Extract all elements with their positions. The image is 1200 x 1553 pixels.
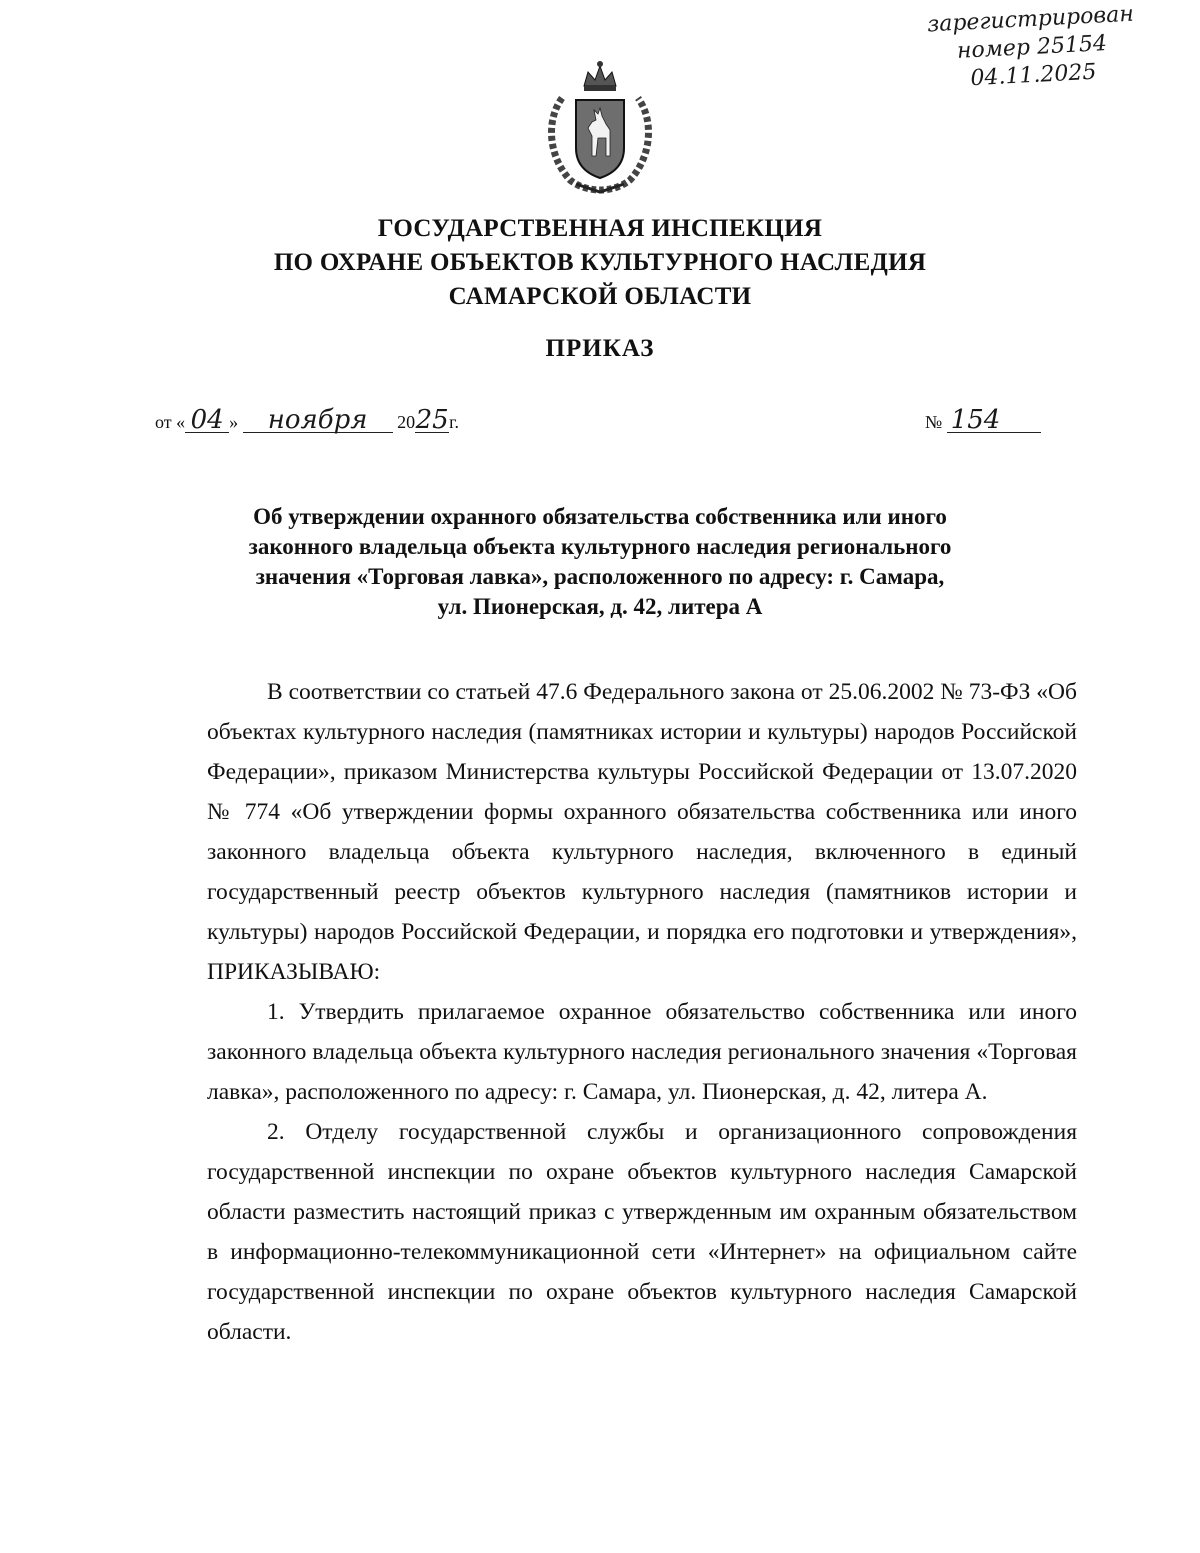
handnote-line-2: номер 25154 xyxy=(956,31,1108,64)
date-year-suffix: 25 xyxy=(415,405,449,435)
document-type-title: ПРИКАЗ xyxy=(545,335,655,362)
body-paragraph-preamble: В соответствии со статьей 47.6 Федерального закона от 25.06.2002 № 73-ФЗ «Об объектах культурного наследия (памятниках истории и культуры) народов Российской Федерации», приказом Министерства культуры Российской Федерации от 13.07.2020 № 774 «Об утверждении формы охранного обязательства собственника или иного законного владельца объекта культурного наследия, включенного в единый государственный реестр объектов культурного наследия (памятников истории и культуры) народов Российской Федерации, и порядка его подготовки и утверждения», ПРИКАЗЫВАЮ: xyxy=(207,679,1077,985)
order-date xyxy=(155,405,459,435)
subject-line-4: ул. Пионерская, д. 42, литера А xyxy=(437,594,763,619)
subject-line-3: значения «Торговая лавка», расположенного по адресу: г. Самара, xyxy=(255,564,945,589)
date-year-prefix: 20 xyxy=(397,412,416,432)
body-paragraph-item-1: 1. Утвердить прилагаемое охранное обязательство собственника или иного законного владельца объекта культурного наследия регионального значения «Торговая лавка», расположенного по адресу: г. Самара, ул. Пионерская, д. 42, литера А. xyxy=(207,999,1077,1105)
handnote-line-1: зарегистрирован xyxy=(926,1,1135,38)
org-line-1: ГОСУДАРСТВЕННАЯ ИНСПЕКЦИЯ xyxy=(377,215,823,242)
handnote-line-3: 04.11.2025 xyxy=(969,59,1097,92)
org-line-2: ПО ОХРАНЕ ОБЪЕКТОВ КУЛЬТУРНОГО НАСЛЕДИЯ xyxy=(273,249,927,276)
date-quote-close: » xyxy=(229,412,239,432)
order-subject xyxy=(200,502,1000,622)
date-day: 04 xyxy=(185,408,229,433)
body-paragraph-item-2: 2. Отделу государственной службы и организационного сопровождения государственной инспекции по охране объектов культурного наследия Самарской области разместить настоящий приказ с утвержденным им охранным обязательством в информационно-телекоммуникационной сети «Интернет» на официальном сайте государственной инспекции по охране объектов культурного наследия Самарской области. xyxy=(207,1119,1077,1345)
order-number xyxy=(925,405,1041,435)
order-body xyxy=(207,672,1077,1352)
number-label: № xyxy=(925,412,943,432)
handwritten-registration-note xyxy=(910,0,1154,96)
date-prefix: от « xyxy=(155,412,186,432)
samara-coat-of-arms-icon xyxy=(540,58,660,196)
number-value: 154 xyxy=(947,408,1041,433)
date-month: ноября xyxy=(243,408,393,433)
subject-line-2: законного владельца объекта культурного наследия регионального xyxy=(248,534,952,559)
organization-name xyxy=(0,212,1200,314)
date-year-unit: г. xyxy=(449,412,459,432)
subject-line-1: Об утверждении охранного обязательства собственника или иного xyxy=(253,504,947,529)
org-line-3: САМАРСКОЙ ОБЛАСТИ xyxy=(448,283,752,310)
